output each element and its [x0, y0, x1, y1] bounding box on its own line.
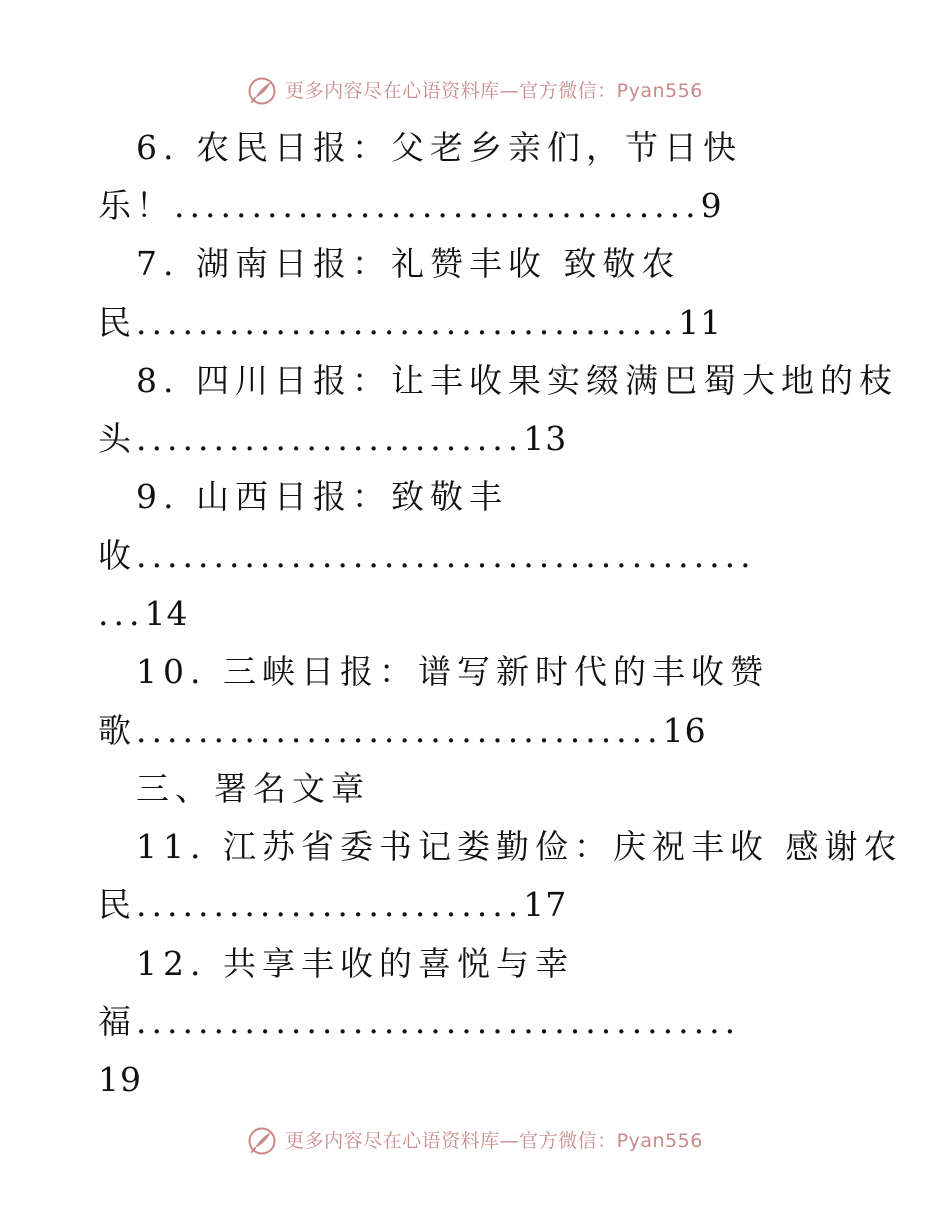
- toc-line: [0, 468, 950, 526]
- quill-in-circle-icon: [247, 1126, 277, 1156]
- toc-page-number: 14: [144, 594, 189, 633]
- toc-page-number: 19: [98, 1060, 142, 1099]
- toc-entry-title: 10. 三峡日报：谱写新时代的丰收赞: [136, 652, 769, 691]
- toc-line: [0, 643, 950, 701]
- toc-page-number: 9: [700, 186, 723, 225]
- toc-entry-title: 8. 四川日报：让丰收果实缀满巴蜀大地的枝: [136, 361, 898, 400]
- toc-line: [0, 818, 950, 876]
- watermark-text: 更多内容尽在心语资料库—官方微信：Pyan556: [285, 80, 703, 102]
- toc-page-number: 11: [678, 303, 723, 342]
- toc-entry-title: 9. 山西日报：致敬丰: [136, 477, 508, 516]
- toc-line: [0, 352, 950, 410]
- toc-page-number: 13: [523, 419, 568, 458]
- toc-entry-leader: 头.........................: [98, 419, 524, 458]
- toc-line: [0, 235, 950, 293]
- toc-line: [0, 410, 950, 468]
- toc-entry-title: 6. 农民日报：父老乡亲们，节日快: [136, 128, 742, 167]
- toc-line: [0, 993, 950, 1051]
- toc-line: [0, 935, 950, 993]
- toc-entry-title: 7. 湖南日报：礼赞丰收 致敬农: [136, 244, 681, 283]
- toc-line: [0, 294, 950, 352]
- toc-entry-leader: 福.......................................: [98, 1002, 741, 1041]
- watermark-bottom: [0, 1126, 950, 1156]
- watermark-text: 更多内容尽在心语资料库—官方微信：Pyan556: [285, 1130, 703, 1152]
- toc-page-number: 16: [662, 711, 707, 750]
- toc-line: [0, 702, 950, 760]
- toc-entry-title: 11. 江苏省委书记娄勤俭：庆祝丰收 感谢农: [136, 827, 903, 866]
- toc-entry-leader: ...: [98, 594, 145, 633]
- toc-line: [0, 119, 950, 177]
- toc-entry-title: 12. 共享丰收的喜悦与幸: [136, 944, 574, 983]
- toc-line: [0, 177, 950, 235]
- toc-entry-leader: 收........................................: [98, 536, 756, 575]
- toc-line: [0, 585, 950, 643]
- toc-entry-leader: 乐！..................................: [98, 186, 701, 225]
- toc-entry-leader: 民.........................: [98, 885, 524, 924]
- toc-entry-leader: 民...................................: [98, 303, 679, 342]
- toc-section-heading: 三、署名文章: [136, 769, 370, 808]
- toc-line: [0, 760, 950, 818]
- toc-line: [0, 1051, 950, 1109]
- toc-line: [0, 876, 950, 934]
- toc-entry-leader: 歌..................................: [98, 711, 663, 750]
- toc-page-number: 17: [523, 885, 568, 924]
- toc-line: [0, 527, 950, 585]
